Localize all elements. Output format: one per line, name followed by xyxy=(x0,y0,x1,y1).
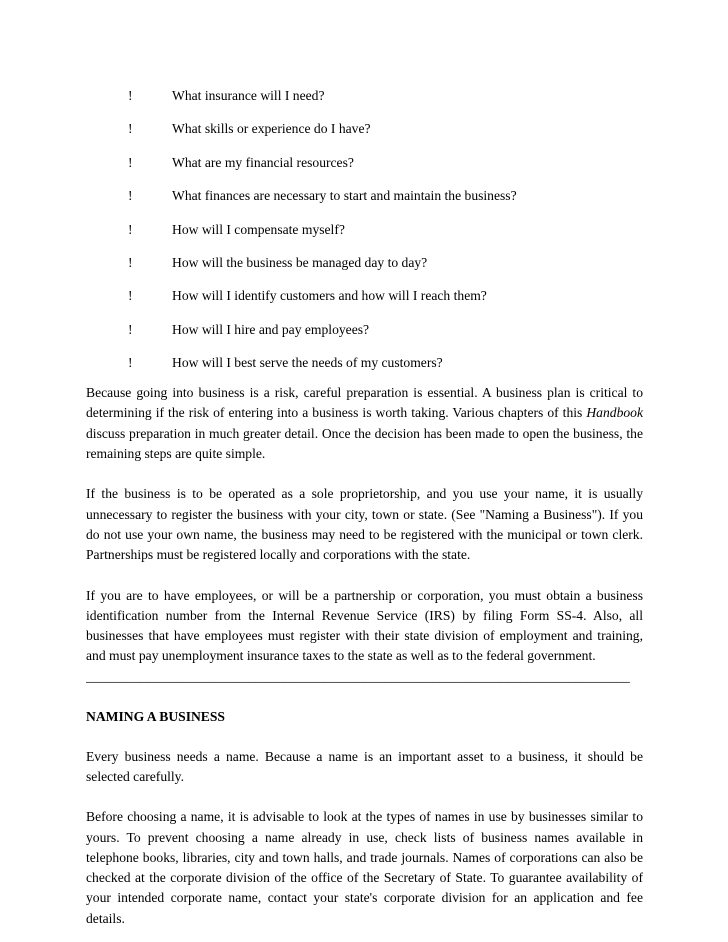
risk-text-before: Because going into business is a risk, careful preparation is essential. A business plan is critical to determining if the risk of entering into a business is worth taking. Various chapters of this xyxy=(86,385,643,421)
bullet-marker: ! xyxy=(128,288,133,304)
list-item xyxy=(86,188,643,221)
list-item xyxy=(86,322,643,355)
list-item xyxy=(86,88,643,121)
list-item xyxy=(86,121,643,154)
question-list xyxy=(86,88,643,377)
bullet-marker: ! xyxy=(128,188,133,204)
list-item xyxy=(86,288,643,321)
list-item-text: What skills or experience do I have? xyxy=(172,121,371,137)
list-item-text: What finances are necessary to start and maintain the business? xyxy=(172,188,517,204)
section-separator: ________________________________________________________________________________ xyxy=(86,668,630,684)
employees-paragraph: If you are to have employees, or will be a partnership or corporation, you must obtain a business identification number from the Internal Revenue Service (IRS) by filing Form SS-4. Also, all businesses that have employees must register with their state division of employment and training, and must pay unemployment insurance taxes to the state as well as to the federal government. xyxy=(86,587,643,664)
list-item-text: What are my financial resources? xyxy=(172,154,354,170)
list-item xyxy=(86,155,643,188)
risk-paragraph xyxy=(86,383,643,464)
naming-choosing-paragraph: Before choosing a name, it is advisable to look at the types of names in use by businesses similar to yours. To prevent choosing a name already in use, check lists of business names available in telephone books, libraries, city and town halls, and trade journals. Names of corporations can also be checked at the corporate division of the office of the Secretary of State. To guarantee availability of your intended corporate name, contact your state's corporate division for an application and fee details. xyxy=(86,809,643,926)
list-item-text: How will I compensate myself? xyxy=(172,221,345,237)
list-item-text: How will I hire and pay employees? xyxy=(172,321,370,337)
bullet-marker: ! xyxy=(128,254,133,270)
list-item-text: What insurance will I need? xyxy=(172,88,325,103)
risk-text-after: discuss preparation in much greater detail. Once the decision has been made to open the business, the remaining steps are quite simple. xyxy=(86,425,643,462)
bullet-marker: ! xyxy=(128,88,133,103)
section-heading: NAMING A BUSINESS xyxy=(86,708,225,724)
list-item-text: How will I identify customers and how will I reach them? xyxy=(172,288,487,304)
list-item-text: How will I best serve the needs of my customers? xyxy=(172,355,443,371)
naming-intro-paragraph: Every business needs a name. Because a name is an important asset to a business, it should be selected carefully. xyxy=(86,748,643,784)
list-item xyxy=(86,255,643,288)
bullet-marker: ! xyxy=(128,355,133,371)
sole-proprietorship-paragraph: If the business is to be operated as a sole proprietorship, and you use your name, it is usually unnecessary to register the business with your city, town or state. (See "Naming a Business"). If you do not use your own name, the business may need to be registered with the municipal or town clerk. Partnerships must be registered locally and corporations with the state. xyxy=(86,486,643,563)
bullet-marker: ! xyxy=(128,154,133,170)
bullet-marker: ! xyxy=(128,121,133,137)
bullet-marker: ! xyxy=(128,321,133,337)
list-item xyxy=(86,355,643,377)
bullet-marker: ! xyxy=(128,221,133,237)
list-item-text: How will the business be managed day to day? xyxy=(172,254,428,270)
document-page xyxy=(86,88,643,929)
list-item xyxy=(86,222,643,255)
handbook-title: Handbook xyxy=(586,405,643,421)
